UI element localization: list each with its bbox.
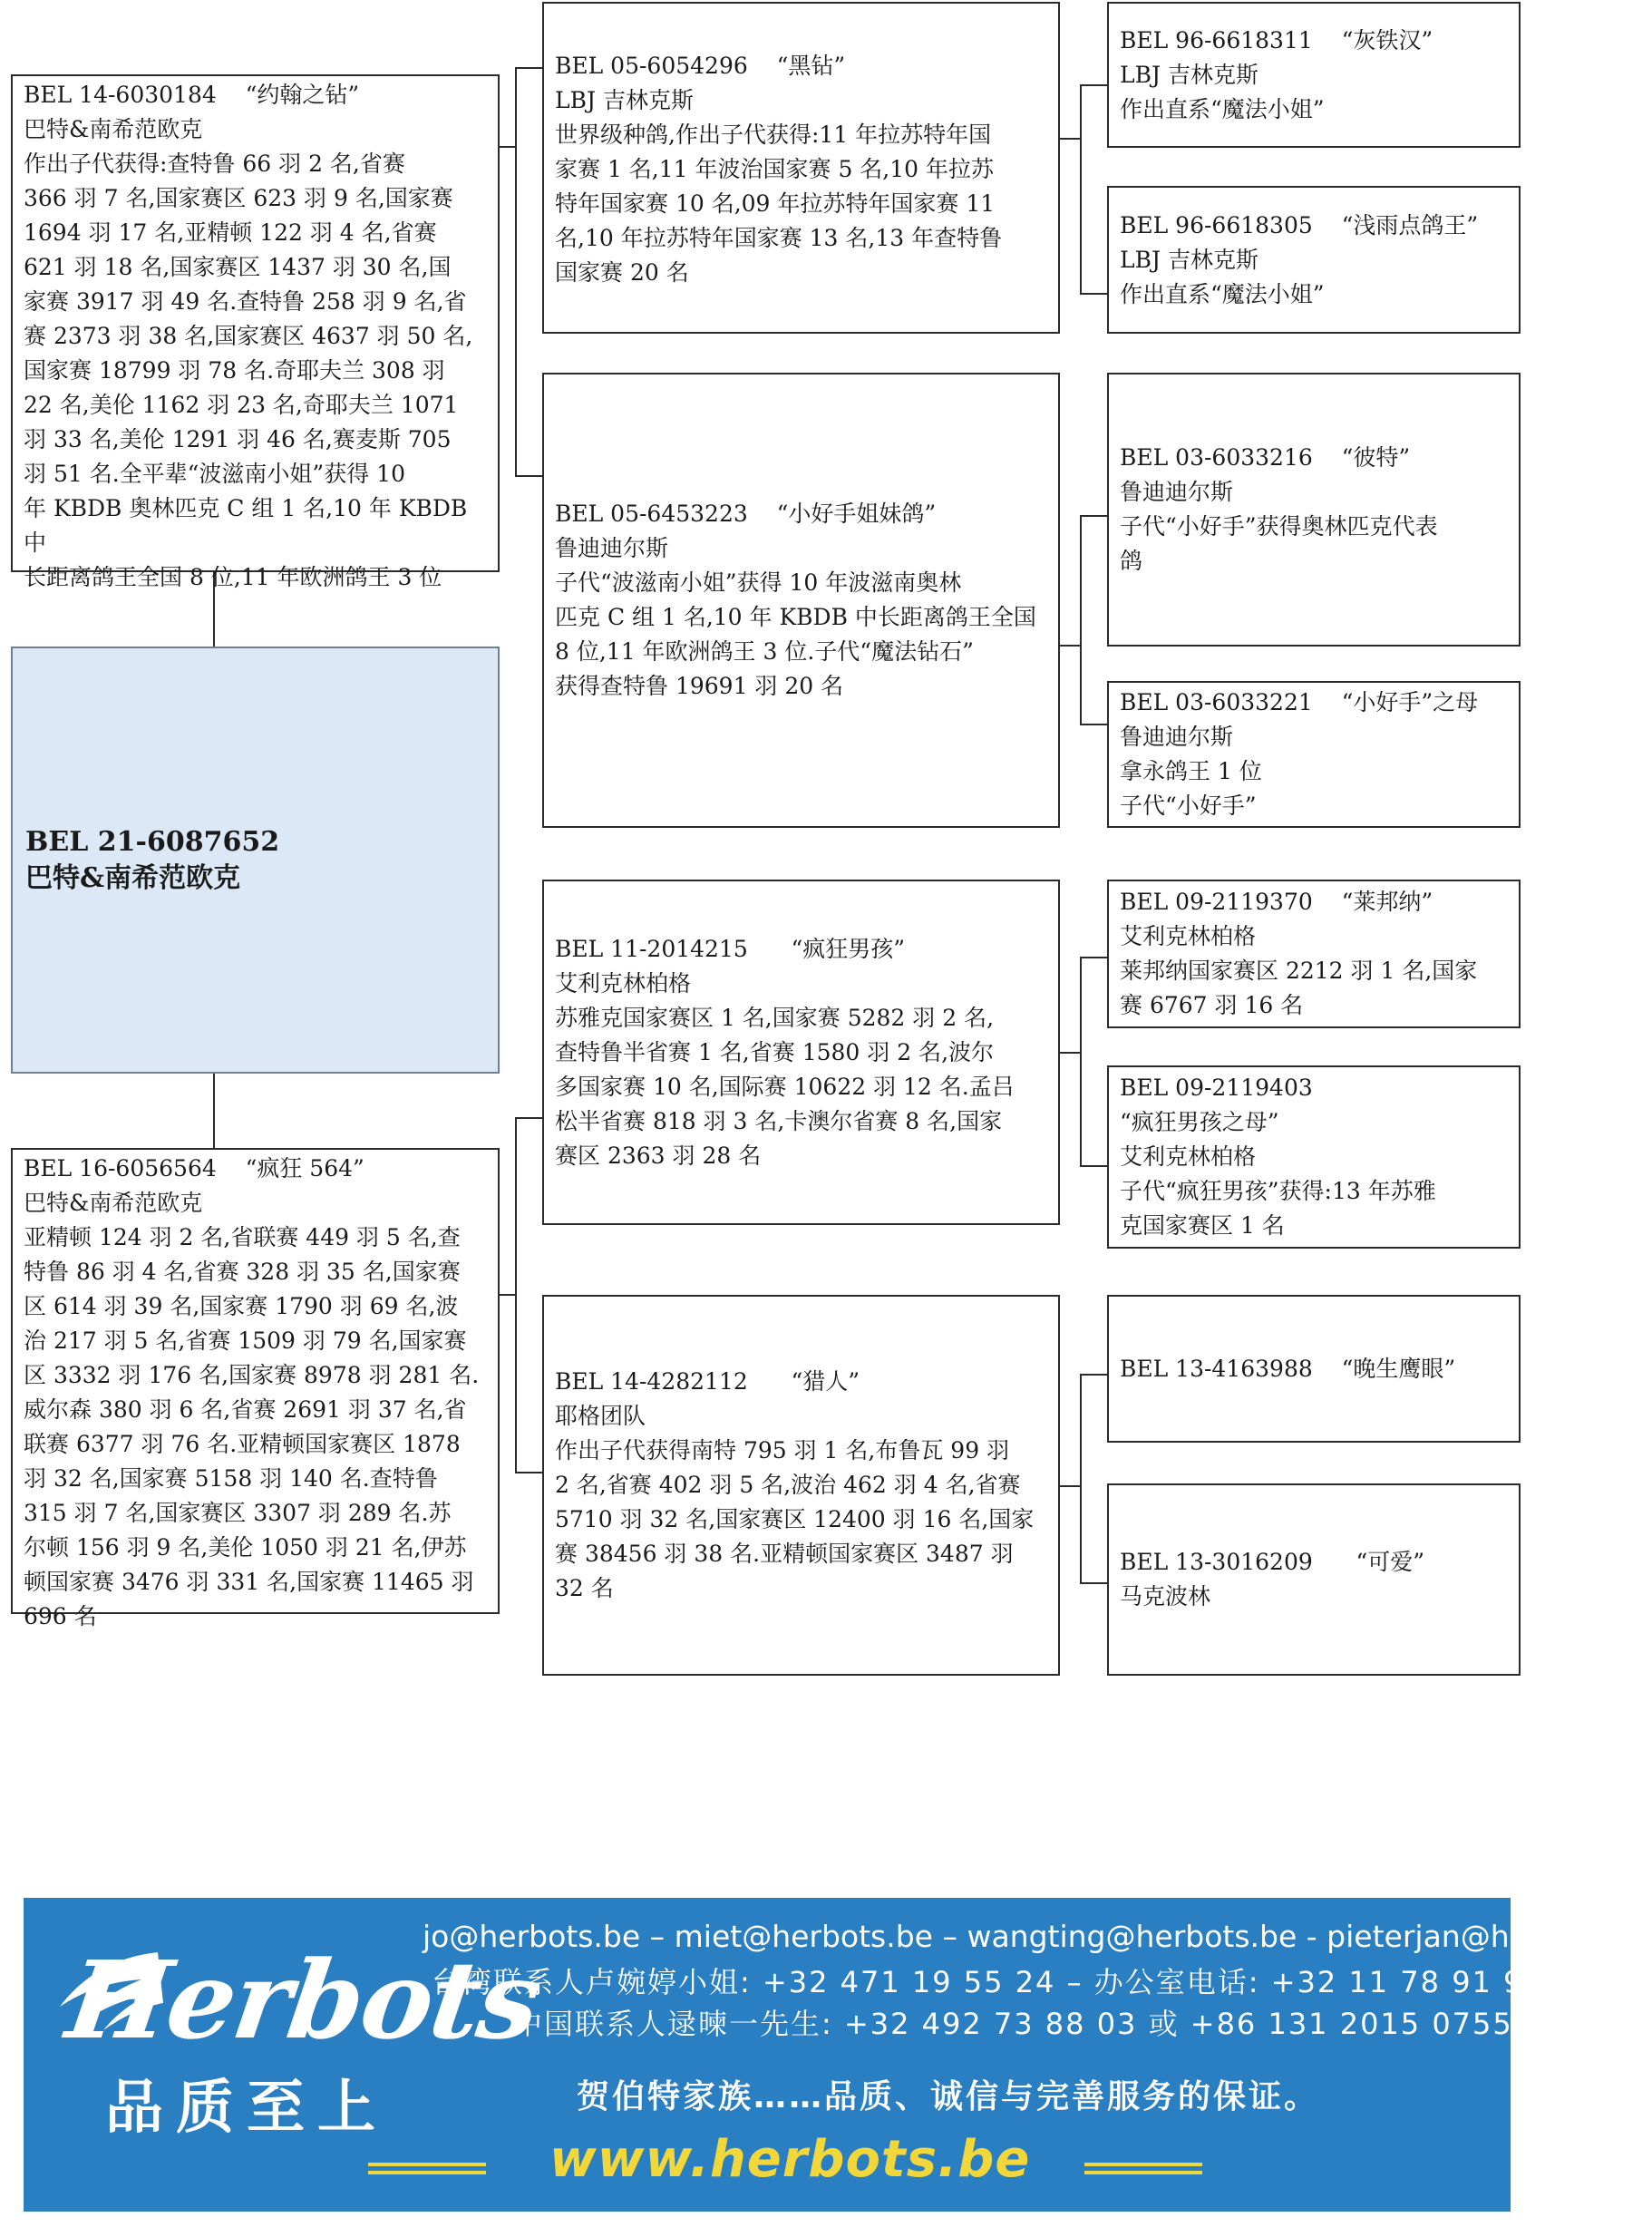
dam-detail-line: 威尔森 380 羽 6 名,省赛 2691 羽 37 名,省 xyxy=(24,1396,467,1423)
ds-name: “疯狂男孩” xyxy=(791,935,906,962)
sd-detail-line: 匹克 C 组 1 名,10 年 KBDB 中长距离鸽王全国 xyxy=(555,604,1036,630)
dam-detail-line: 羽 32 名,国家赛 5158 羽 140 名.查特鲁 xyxy=(24,1465,438,1492)
dsd-box xyxy=(1107,1065,1521,1249)
website-link[interactable]: www.herbots.be xyxy=(549,2130,1031,2189)
sire-detail-line: 作出子代获得:查特鲁 66 羽 2 名,省赛 xyxy=(24,151,405,177)
sds-name: “彼特” xyxy=(1341,444,1411,471)
dss-name: “莱邦纳” xyxy=(1341,889,1433,915)
sds-detail-line: 鸽 xyxy=(1120,548,1143,574)
dds-ring: BEL 13-4163988 xyxy=(1120,1355,1313,1382)
dam-detail-line: 区 3332 羽 176 名,国家赛 8978 羽 281 名. xyxy=(24,1362,480,1388)
sire-detail-line: 22 名,美伦 1162 羽 23 名,奇耶夫兰 1071 xyxy=(24,392,459,418)
ss-breeder: LBJ 吉林克斯 xyxy=(555,87,694,113)
ss-detail-line: 世界级种鸽,作出子代获得:11 年拉苏特年国 xyxy=(555,122,992,148)
divider-left xyxy=(368,2171,486,2174)
dd-detail-line: 5710 羽 32 名,国家赛区 12400 羽 16 名,国家 xyxy=(555,1506,1035,1532)
subject-ring: BEL 21-6087652 xyxy=(25,825,280,858)
china-contact-line: 中国联系人逯暕一先生: +32 492 73 88 03 或 +86 131 2015 0755 xyxy=(513,2007,1513,2041)
sire-detail-line: 长距离鸽王全国 8 位,11 年欧洲鸽王 3 位 xyxy=(24,564,442,590)
connector-dam-horizontal xyxy=(499,1294,517,1296)
divider-right xyxy=(1084,2163,1202,2166)
ds-ring: BEL 11-2014215 xyxy=(555,935,748,962)
ssd-name: “浅雨点鸽王” xyxy=(1341,211,1479,238)
sire-detail-line: 家赛 3917 羽 49 名.查特鲁 258 羽 9 名,省 xyxy=(24,288,467,315)
ds-detail-line: 赛区 2363 羽 28 名 xyxy=(555,1142,762,1169)
connector-ds-horizontal xyxy=(1060,1052,1082,1054)
divider-left xyxy=(368,2163,486,2166)
ss-name: “黑钻” xyxy=(776,53,846,79)
sds-box xyxy=(1107,373,1521,647)
connector-dam-vertical xyxy=(213,1074,215,1148)
connector-dam-bracket xyxy=(515,1117,517,1473)
sire-box xyxy=(11,74,500,590)
sss-name: “灰铁汉” xyxy=(1341,27,1433,53)
sire-detail-line: 1694 羽 17 名,亚精顿 122 羽 4 名,省赛 xyxy=(24,219,437,246)
dss-detail-line: 莱邦纳国家赛区 2212 羽 1 名,国家 xyxy=(1120,958,1478,984)
dam-breeder: 巴特&南希范欧克 xyxy=(24,1190,203,1216)
dam-detail-line: 亚精顿 124 羽 2 名,省联赛 449 羽 5 名,查 xyxy=(24,1224,461,1250)
sd-detail-line: 子代“波滋南小姐”获得 10 年波滋南奥林 xyxy=(555,569,962,596)
connector-ss-tick xyxy=(515,67,542,69)
ss-ring: BEL 05-6054296 xyxy=(555,53,748,79)
dsd-detail-line: 子代“疯狂男孩”获得:13 年苏雅 xyxy=(1120,1178,1436,1204)
dam-detail-line: 区 614 羽 39 名,国家赛 1790 羽 69 名,波 xyxy=(24,1293,459,1319)
sire-detail-line: 羽 51 名.全平辈“波滋南小姐”获得 10 xyxy=(24,461,405,487)
dam-detail-line: 696 名 xyxy=(24,1603,97,1629)
ss-detail-line: 名,10 年拉苏特年国家赛 13 名,13 年查特鲁 xyxy=(555,225,1003,251)
ds-detail-line: 苏雅克国家赛区 1 名,国家赛 5282 羽 2 名, xyxy=(555,1004,995,1031)
connector-dd-tick xyxy=(515,1472,542,1473)
dsd-breeder: 艾利克林柏格 xyxy=(1120,1143,1257,1170)
dd-detail-line: 赛 38456 羽 38 名.亚精顿国家赛区 3487 羽 xyxy=(555,1541,1014,1567)
sire-detail-line: 621 羽 18 名,国家赛区 1437 羽 30 名,国 xyxy=(24,254,452,280)
dss-box xyxy=(1107,880,1521,1028)
sd-detail-line: 8 位,11 年欧洲鸽王 3 位.子代“魔法钻石” xyxy=(555,638,974,665)
dds-box xyxy=(1107,1295,1521,1443)
sd-detail-line: 获得查特鲁 19691 羽 20 名 xyxy=(555,673,844,699)
connector-dd-horizontal xyxy=(1060,1485,1082,1487)
connector-sire-bracket xyxy=(515,67,517,477)
dss-detail-line: 赛 6767 羽 16 名 xyxy=(1120,992,1304,1018)
sdd-detail-line: 拿永鸽王 1 位 xyxy=(1120,758,1262,784)
dam-sire-box xyxy=(542,880,1060,1225)
connector-ds-tick xyxy=(515,1117,542,1119)
dds-name: “晚生鹰眼” xyxy=(1341,1355,1456,1382)
ssd-ring: BEL 96-6618305 xyxy=(1120,211,1313,238)
ss-detail-line: 国家赛 20 名 xyxy=(555,259,689,286)
dam-ring: BEL 16-6056564 xyxy=(24,1155,217,1182)
contact-emails[interactable]: jo@herbots.be – miet@herbots.be – wangting@herbots.be - pieterjan@herbots.be xyxy=(423,1919,1652,1954)
ds-detail-line: 多国家赛 10 名,国际赛 10622 羽 12 名.孟吕 xyxy=(555,1073,1015,1100)
sire-detail-line: 年 KBDB 奥林匹克 C 组 1 名,10 年 KBDB 中 xyxy=(24,495,468,556)
sdd-detail-line: 子代“小好手” xyxy=(1120,793,1257,819)
sss-detail-line: 作出直系“魔法小姐” xyxy=(1120,96,1325,122)
sire-sire-box xyxy=(542,2,1060,334)
connector-sire-horizontal xyxy=(499,146,517,148)
ddd-breeder: 马克波林 xyxy=(1120,1583,1211,1609)
sire-dam-box xyxy=(542,373,1060,828)
connector-ds-bracket xyxy=(1080,957,1082,1167)
ddd-box xyxy=(1107,1483,1521,1676)
dam-name: “疯狂 564” xyxy=(245,1155,364,1182)
sire-breeder: 巴特&南希范欧克 xyxy=(24,116,203,142)
ds-detail-line: 查特鲁半省赛 1 名,省赛 1580 羽 2 名,波尔 xyxy=(555,1038,995,1065)
connector-sd-bracket xyxy=(1080,515,1082,725)
sd-ring: BEL 05-6453223 xyxy=(555,501,748,527)
subject-pigeon-box xyxy=(11,647,500,1074)
sire-name: “约翰之钻” xyxy=(245,82,360,108)
connector-ss-bracket xyxy=(1080,84,1082,295)
herbots-logo xyxy=(51,1925,547,2188)
dsd-detail-line: 克国家赛区 1 名 xyxy=(1120,1212,1285,1239)
dd-detail-line: 32 名 xyxy=(555,1575,614,1601)
ssd-detail-line: 作出直系“魔法小姐” xyxy=(1120,280,1325,307)
connector-dd-bracket xyxy=(1080,1374,1082,1584)
sire-detail-line: 赛 2373 羽 38 名,国家赛区 4637 羽 50 名, xyxy=(24,323,473,349)
logo-slogan: 品质至上 xyxy=(105,2075,388,2142)
sire-detail-line: 366 羽 7 名,国家赛区 623 羽 9 名,国家赛 xyxy=(24,185,453,211)
sds-breeder: 鲁迪迪尔斯 xyxy=(1120,479,1234,505)
taiwan-contact-line: 台湾联系人卢婉婷小姐: +32 471 19 55 24 – 办公室电话: +32 11 78 91 90 xyxy=(432,1965,1544,1999)
dd-detail-line: 2 名,省赛 402 羽 5 名,波治 462 羽 4 名,省赛 xyxy=(555,1472,1021,1498)
ds-detail-line: 松半省赛 818 羽 3 名,卡澳尔省赛 8 名,国家 xyxy=(555,1107,1003,1134)
dam-dam-box xyxy=(542,1295,1060,1676)
dsd-ring: BEL 09-2119403 xyxy=(1120,1075,1313,1101)
logo-wordmark: Herbots xyxy=(60,1937,547,2063)
dd-ring: BEL 14-4282112 xyxy=(555,1368,748,1395)
dd-detail-line: 作出子代获得南特 795 羽 1 名,布鲁瓦 99 羽 xyxy=(555,1437,1010,1464)
ddd-name: “可爱” xyxy=(1356,1549,1425,1575)
ddd-ring: BEL 13-3016209 xyxy=(1120,1549,1313,1575)
dss-ring: BEL 09-2119370 xyxy=(1120,889,1313,915)
sdd-name: “小好手”之母 xyxy=(1341,689,1479,715)
dam-detail-line: 治 217 羽 5 名,省赛 1509 羽 79 名,国家赛 xyxy=(24,1327,467,1354)
dd-breeder: 耶格团队 xyxy=(555,1403,646,1429)
company-motto: 贺伯特家族……品质、诚信与完善服务的保证。 xyxy=(577,2078,1320,2115)
dss-breeder: 艾利克林柏格 xyxy=(1120,923,1257,949)
sss-ring: BEL 96-6618311 xyxy=(1120,27,1313,53)
sdd-breeder: 鲁迪迪尔斯 xyxy=(1120,724,1234,750)
sd-breeder: 鲁迪迪尔斯 xyxy=(555,535,669,561)
sire-detail-line: 国家赛 18799 羽 78 名.奇耶夫兰 308 羽 xyxy=(24,357,445,384)
sire-detail-line: 羽 33 名,美伦 1291 羽 46 名,赛麦斯 705 xyxy=(24,426,452,452)
dsd-name: “疯狂男孩之母” xyxy=(1120,1109,1279,1135)
contact-banner xyxy=(24,1898,1652,2212)
ssd-breeder: LBJ 吉林克斯 xyxy=(1120,246,1258,273)
connector-ss-horizontal xyxy=(1060,138,1082,140)
ssd-box xyxy=(1107,186,1521,334)
subject-owner: 巴特&南希范欧克 xyxy=(25,861,241,894)
ds-breeder: 艾利克林柏格 xyxy=(555,969,692,997)
dd-name: “猎人” xyxy=(791,1368,860,1395)
dam-detail-line: 尔顿 156 羽 9 名,美伦 1050 羽 21 名,伊苏 xyxy=(24,1534,467,1561)
sd-name: “小好手姐妹鸽” xyxy=(776,501,937,527)
divider-right xyxy=(1084,2171,1202,2174)
sdd-ring: BEL 03-6033221 xyxy=(1120,689,1313,715)
sss-box xyxy=(1107,2,1521,148)
dam-detail-line: 315 羽 7 名,国家赛区 3307 羽 289 名.苏 xyxy=(24,1500,452,1526)
dam-box xyxy=(11,1148,500,1629)
ss-detail-line: 家赛 1 名,11 年波治国家赛 5 名,10 年拉苏 xyxy=(555,156,995,182)
sire-ring: BEL 14-6030184 xyxy=(24,82,217,108)
dam-detail-line: 特鲁 86 羽 4 名,省赛 328 羽 35 名,国家赛 xyxy=(24,1259,461,1285)
ss-detail-line: 特年国家赛 10 名,09 年拉苏特年国家赛 11 xyxy=(555,190,996,217)
connector-sd-tick xyxy=(515,475,542,477)
sss-breeder: LBJ 吉林克斯 xyxy=(1120,62,1258,88)
dam-detail-line: 顿国家赛 3476 羽 331 名,国家赛 11465 羽 xyxy=(24,1569,474,1595)
sds-detail-line: 子代“小好手”获得奥林匹克代表 xyxy=(1120,513,1438,540)
sdd-box xyxy=(1107,681,1521,828)
dam-detail-line: 联赛 6377 羽 76 名.亚精顿国家赛区 1878 xyxy=(24,1431,461,1457)
sds-ring: BEL 03-6033216 xyxy=(1120,444,1313,471)
connector-sd-horizontal xyxy=(1060,645,1082,647)
